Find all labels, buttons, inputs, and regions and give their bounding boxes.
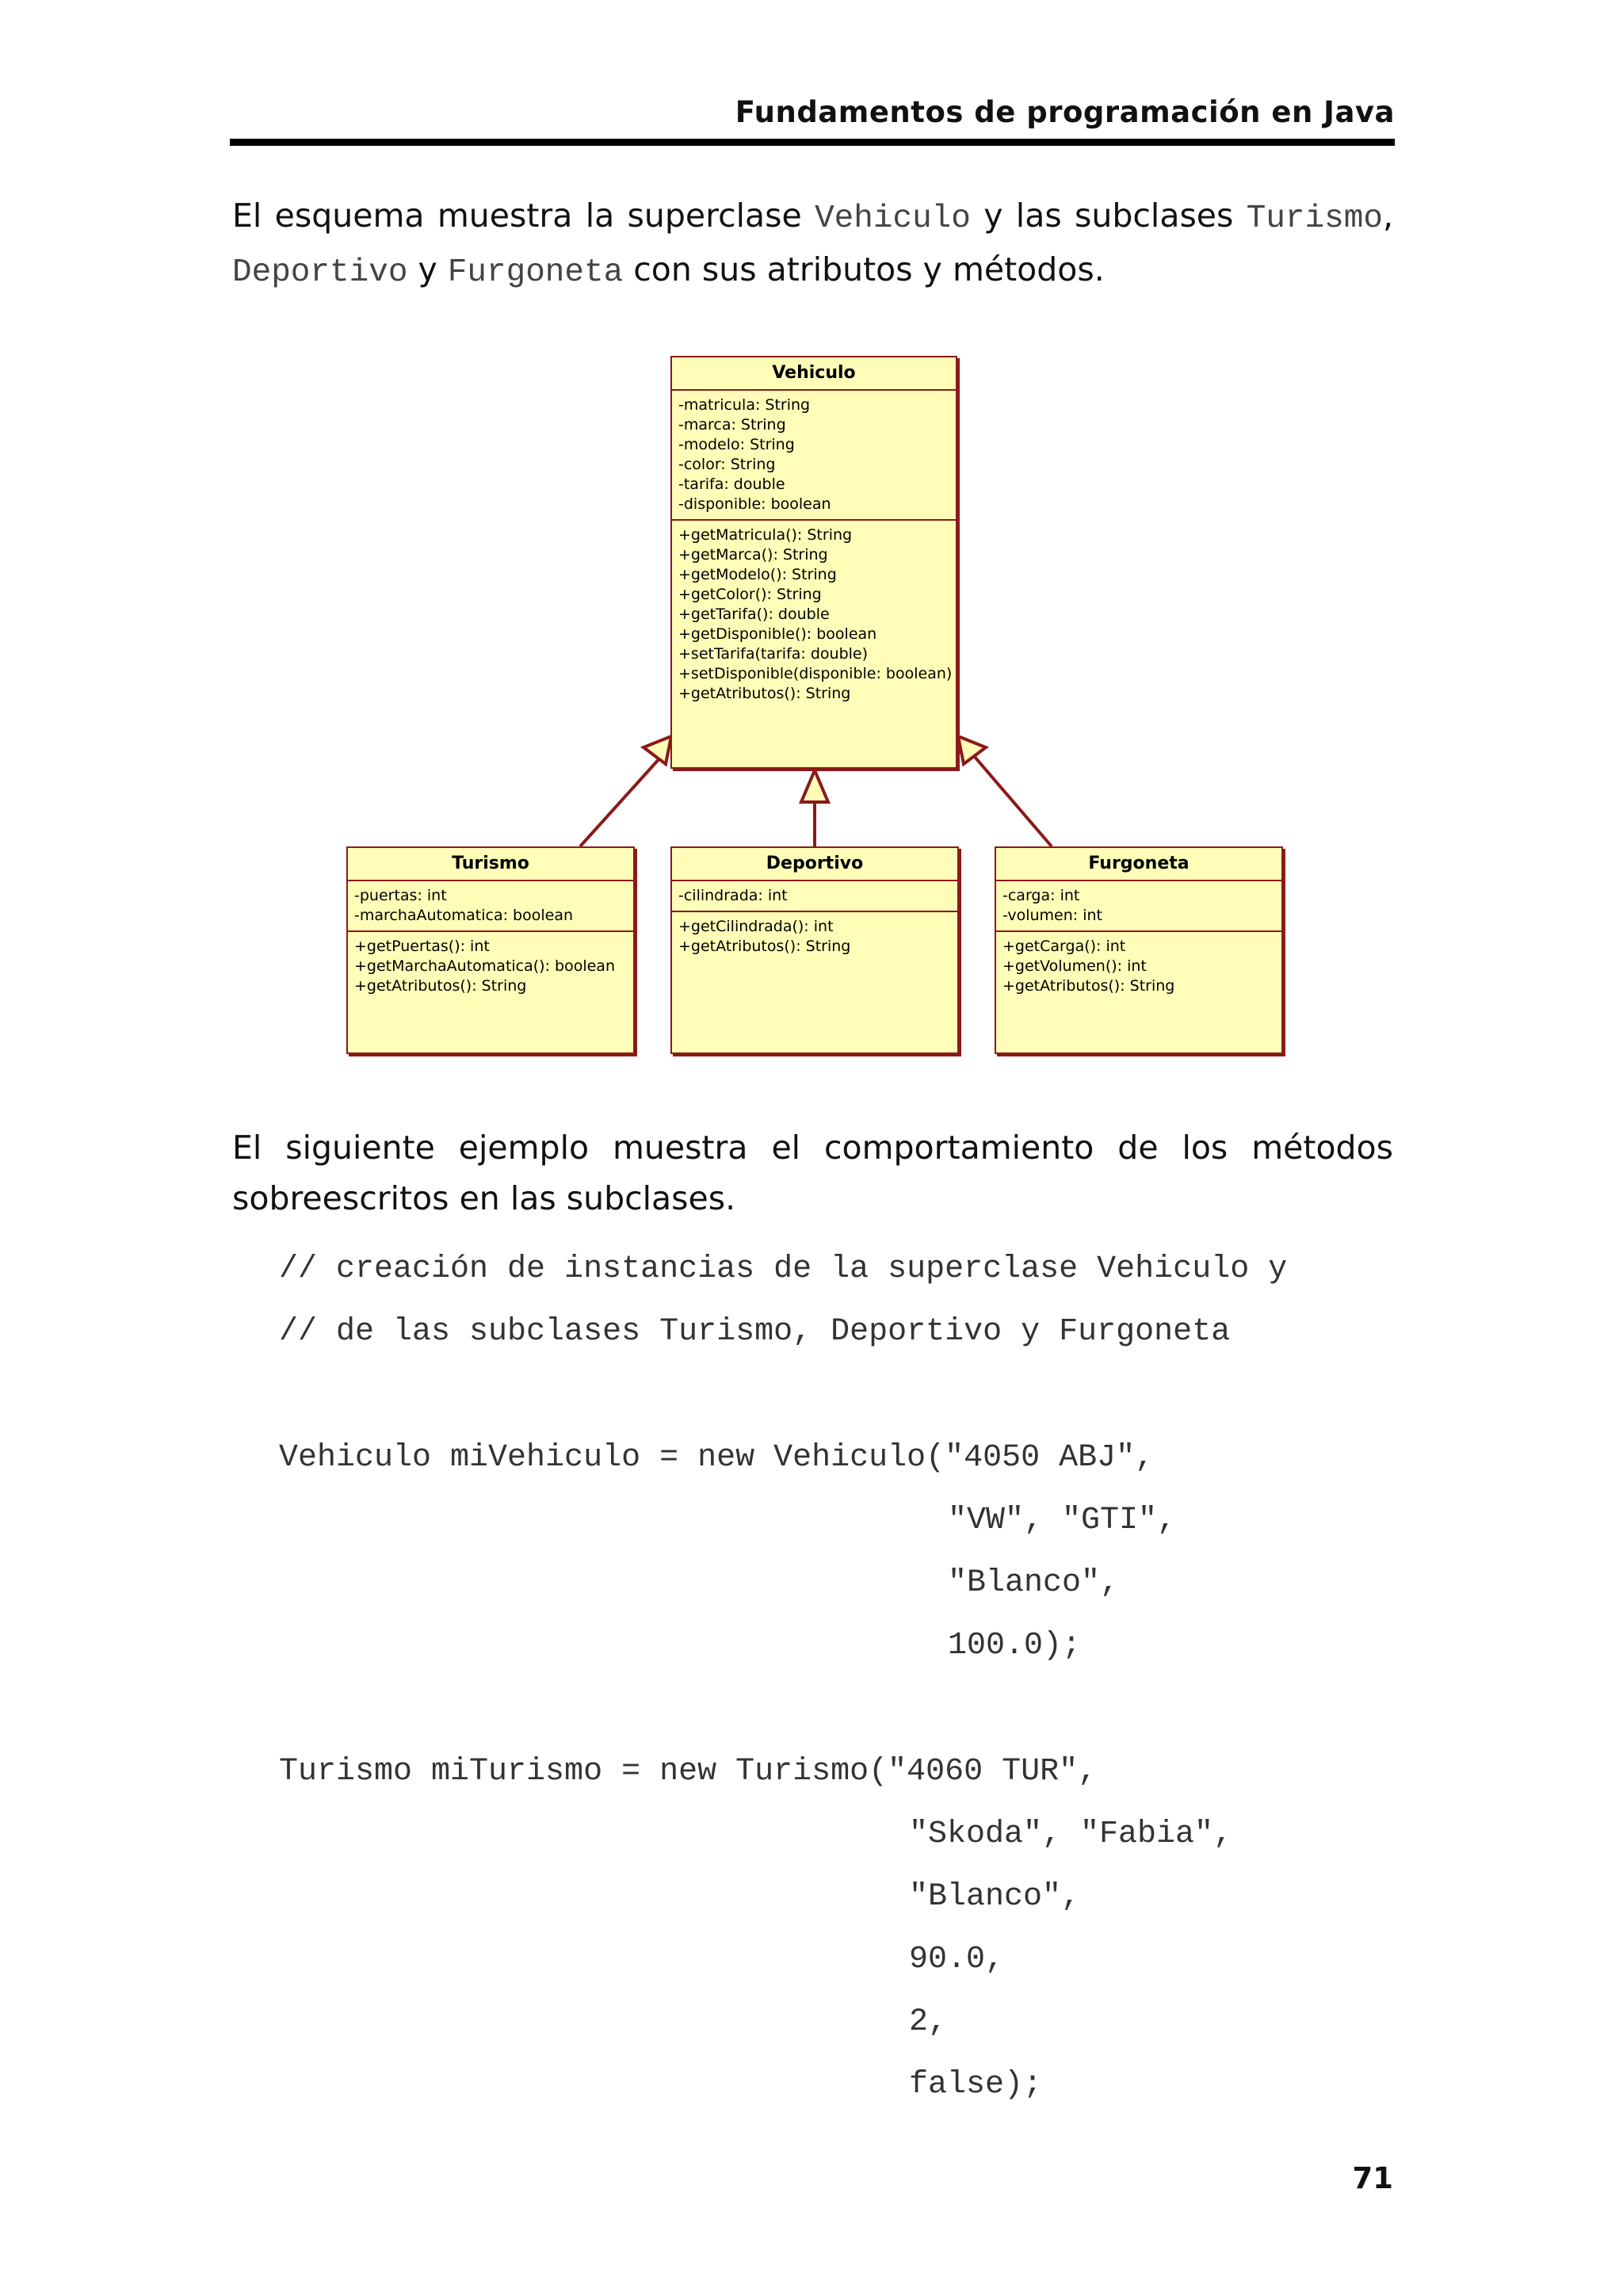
attribute: -puertas: int <box>354 887 447 904</box>
intro-text-2: y las subclases <box>970 197 1247 235</box>
methods-section <box>348 932 633 1001</box>
attribute: -carga: int <box>1002 887 1080 904</box>
attribute: -cilindrada: int <box>678 887 788 904</box>
edge-turismo-vehiculo <box>580 757 661 846</box>
class-name: Deportivo <box>672 848 957 881</box>
method: +getColor(): String <box>678 586 822 603</box>
attribute: -color: String <box>678 456 776 473</box>
code-line: "VW", "GTI", <box>948 1503 1177 1538</box>
attribute: -marca: String <box>678 416 786 434</box>
class-name: Turismo <box>348 848 633 881</box>
second-paragraph-line-1: El siguiente ejemplo muestra el comportamiento de los métodos <box>232 1129 1393 1167</box>
method: +getDisponible(): boolean <box>678 625 877 643</box>
class-name-vehiculo: Vehiculo <box>815 201 971 237</box>
method: +getAtributos(): String <box>354 977 527 995</box>
intro-text-5: con sus atributos y métodos. <box>623 250 1105 288</box>
class-name-turismo: Turismo <box>1246 201 1383 237</box>
method: +getCilindrada(): int <box>678 918 834 935</box>
code-line: 2, <box>909 2004 948 2040</box>
attribute: -disponible: boolean <box>678 495 831 513</box>
method: +getAtributos(): String <box>678 685 851 702</box>
code-line: Turismo miTurismo = new Turismo("4060 TUR", <box>279 1754 1098 1790</box>
arrowhead-deportivo <box>801 770 828 802</box>
intro-text-3: , <box>1382 197 1393 235</box>
method: +getMarchaAutomatica(): boolean <box>354 957 615 975</box>
method: +setDisponible(disponible: boolean) <box>678 665 953 682</box>
code-line: 90.0, <box>909 1942 1005 1977</box>
method: +getPuertas(): int <box>354 938 490 955</box>
class-box-vehiculo <box>670 356 957 769</box>
methods-section <box>672 912 957 961</box>
attribute: -matricula: String <box>678 396 811 414</box>
intro-text-4: y <box>407 250 448 288</box>
attribute: -volumen: int <box>1002 907 1102 924</box>
code-line: 100.0); <box>948 1628 1082 1664</box>
method: +getAtributos(): String <box>1002 977 1175 995</box>
page-number: 71 <box>1352 2161 1393 2195</box>
attribute: -tarifa: double <box>678 476 785 493</box>
class-box-deportivo <box>670 846 959 1054</box>
arrowhead-furgoneta <box>958 736 986 764</box>
methods-section <box>996 932 1281 1001</box>
edge-furgoneta-vehiculo <box>975 757 1052 846</box>
attribute: -modelo: String <box>678 436 795 453</box>
code-line: "Blanco", <box>948 1565 1120 1601</box>
method: +setTarifa(tarifa: double) <box>678 645 869 663</box>
method: +getVolumen(): int <box>1002 957 1147 975</box>
method: +getAtributos(): String <box>678 938 851 955</box>
class-name-deportivo: Deportivo <box>232 254 408 291</box>
attributes-section <box>996 881 1281 932</box>
intro-text-1: El esquema muestra la superclase <box>232 197 815 235</box>
header-rule <box>230 139 1395 146</box>
intro-paragraph <box>232 190 1393 298</box>
code-line: "Skoda", "Fabia", <box>909 1817 1233 1852</box>
method: +getModelo(): String <box>678 566 837 583</box>
attribute: -marchaAutomatica: boolean <box>354 907 574 924</box>
method: +getMarca(): String <box>678 546 828 563</box>
class-box-turismo <box>346 846 635 1054</box>
method: +getTarifa(): double <box>678 606 830 623</box>
second-paragraph <box>232 1122 1393 1224</box>
second-paragraph-line-2: sobreescritos en las subclases. <box>232 1179 736 1217</box>
class-name-furgoneta: Furgoneta <box>447 254 624 291</box>
code-line: "Blanco", <box>909 1879 1081 1915</box>
class-name: Furgoneta <box>996 848 1281 881</box>
class-name: Vehiculo <box>672 357 956 391</box>
code-comment-2: // de las subclases Turismo, Deportivo y Furgoneta <box>279 1314 1231 1350</box>
methods-section <box>672 521 956 709</box>
attributes-section <box>672 391 956 521</box>
code-line: false); <box>909 2067 1043 2103</box>
class-box-furgoneta <box>995 846 1283 1054</box>
attributes-section <box>348 881 633 932</box>
running-header: Fundamentos de programación en Java <box>735 95 1395 129</box>
code-comment-1: // creación de instancias de la superclase Vehiculo y <box>279 1251 1288 1287</box>
code-line: Vehiculo miVehiculo = new Vehiculo("4050 ABJ", <box>279 1440 1155 1476</box>
method: +getMatricula(): String <box>678 526 853 544</box>
method: +getCarga(): int <box>1002 938 1126 955</box>
attributes-section <box>672 881 957 912</box>
